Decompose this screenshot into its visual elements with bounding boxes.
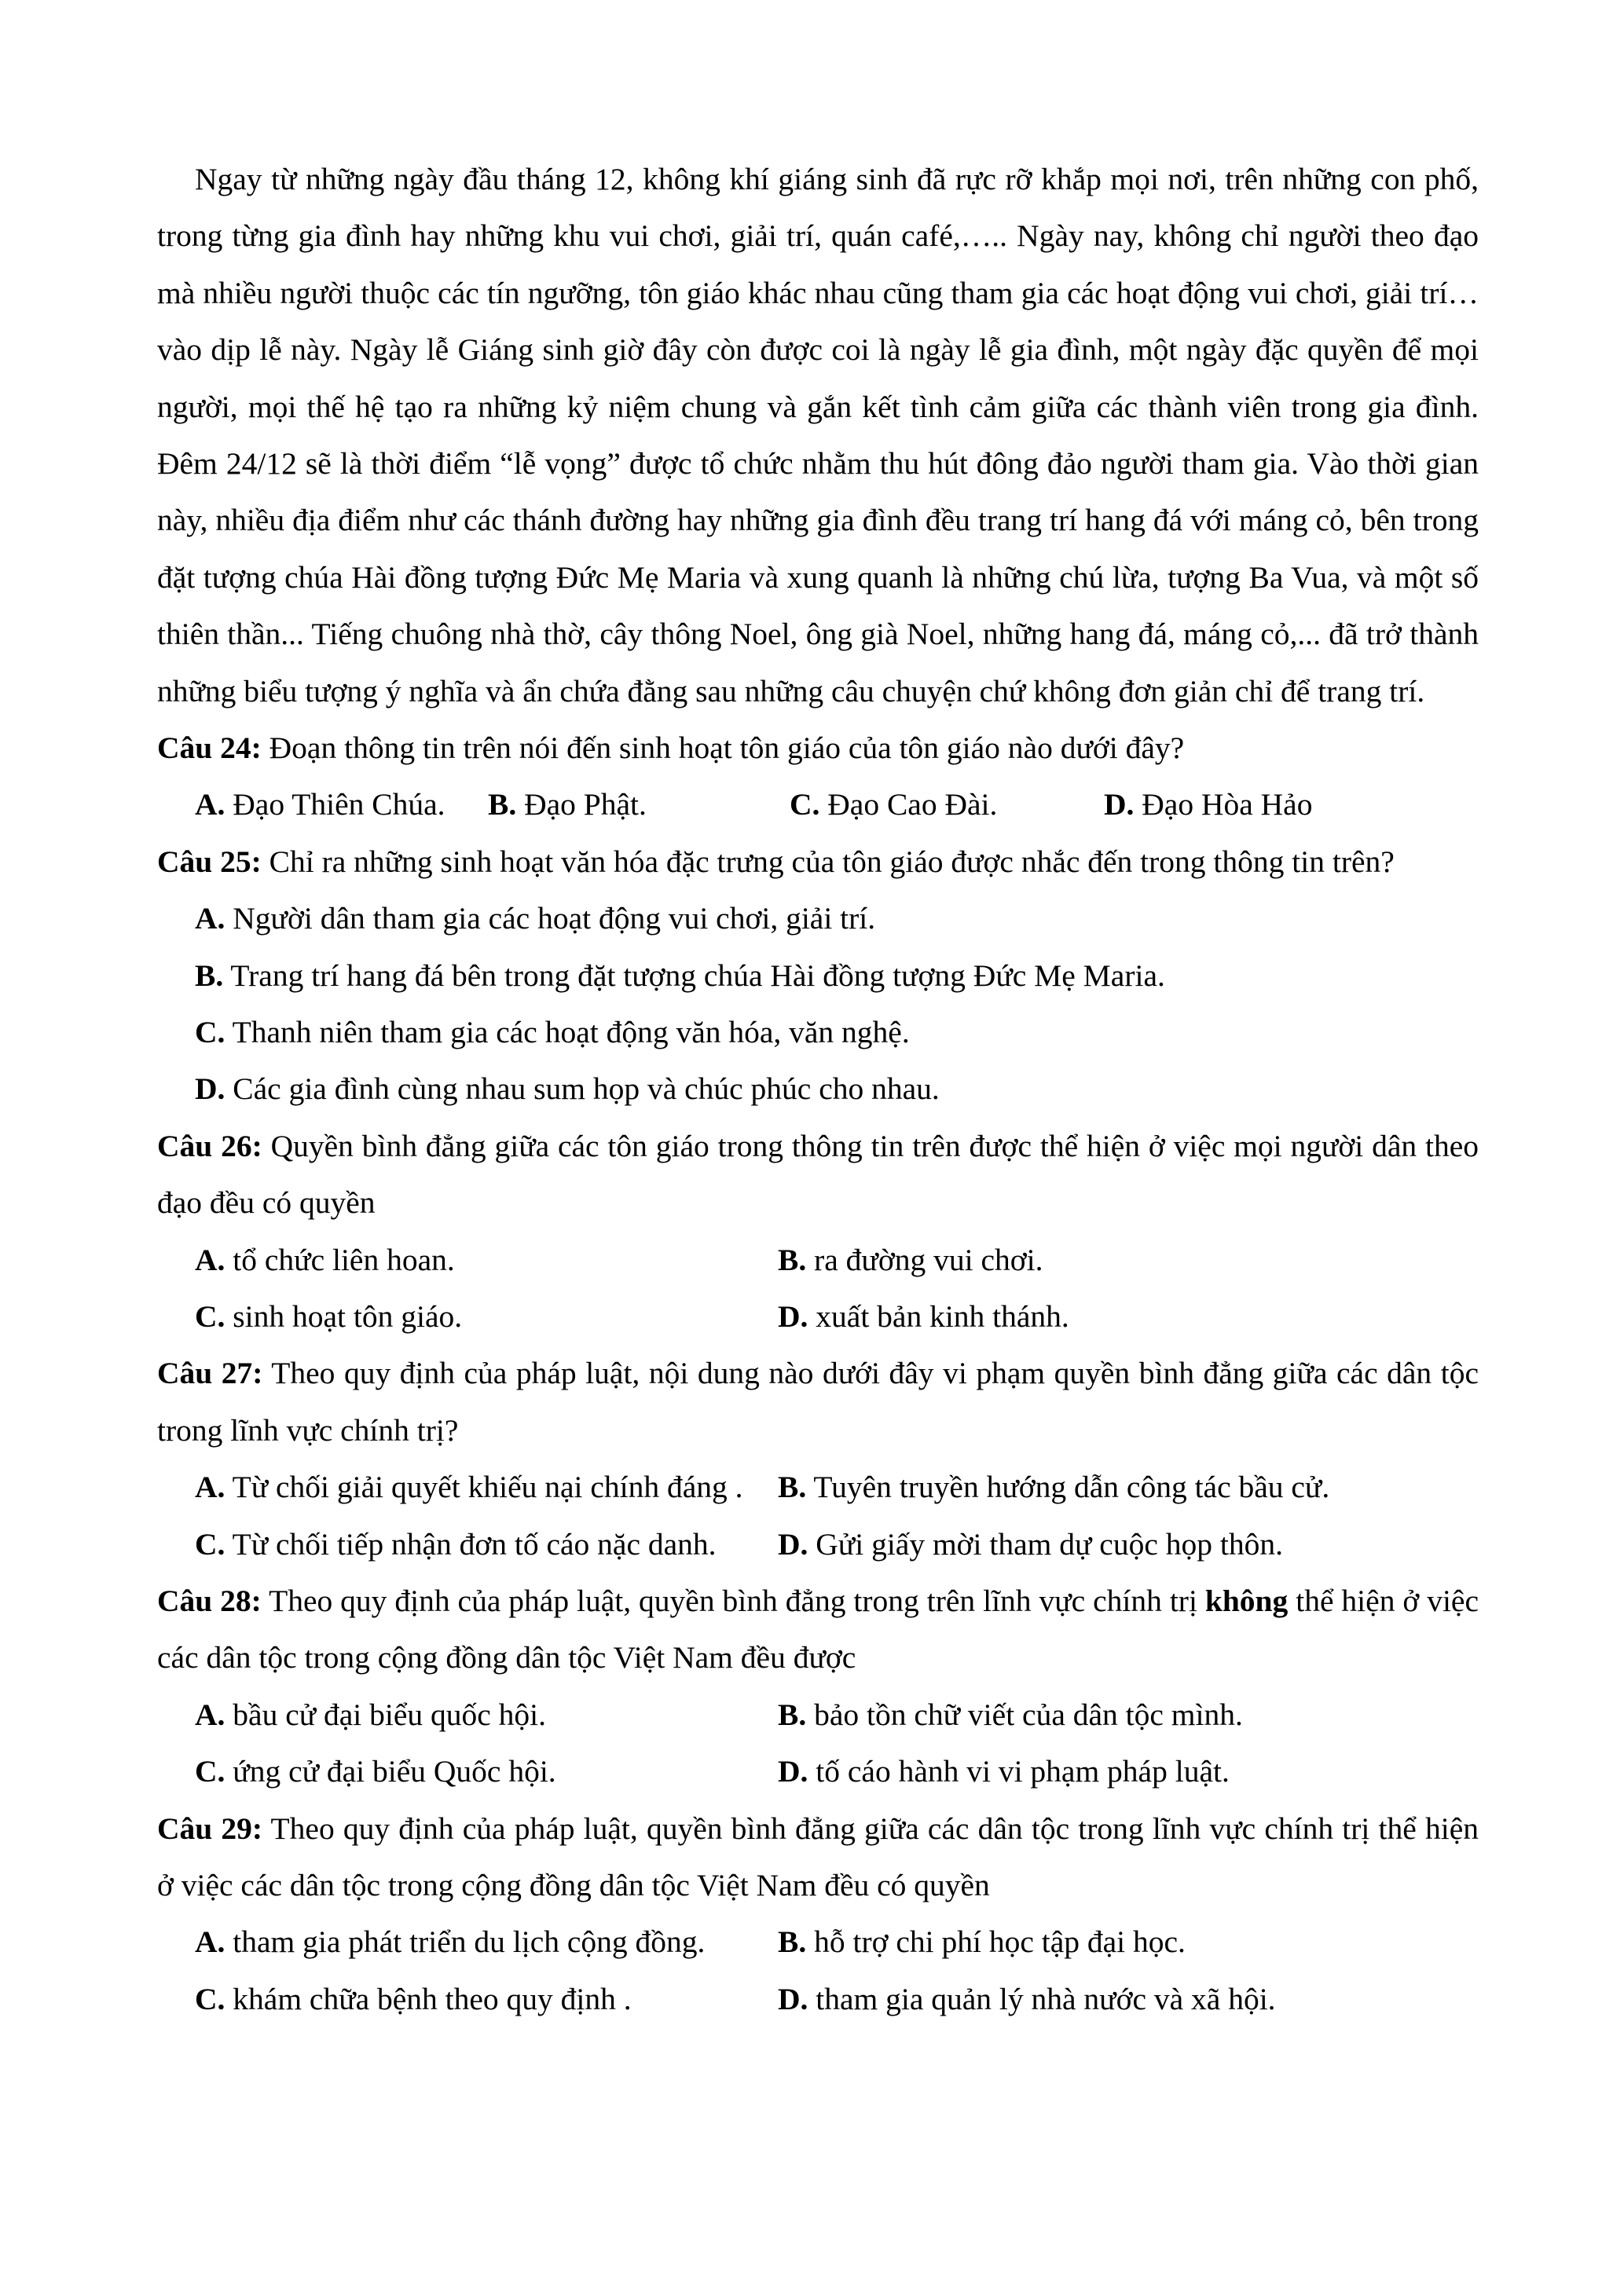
- option-b[interactable]: B. Tuyên truyền hướng dẫn công tác bầu cử.: [778, 1470, 1330, 1505]
- option-d[interactable]: D. xuất bản kinh thánh.: [778, 1299, 1069, 1335]
- question-26: [157, 1118, 1479, 1346]
- question-label: Câu 24:: [157, 731, 262, 766]
- question-stem: [157, 1800, 1479, 1914]
- options-row: [157, 776, 1479, 833]
- option-a[interactable]: A. Đạo Thiên Chúa.: [195, 787, 445, 822]
- question-24: [157, 720, 1479, 833]
- question-29: [157, 1800, 1479, 2028]
- options-row: [157, 1232, 1479, 1288]
- options-row: [157, 1459, 1479, 1515]
- option-c[interactable]: C. ứng cử đại biểu Quốc hội.: [195, 1754, 556, 1789]
- question-27: [157, 1345, 1479, 1573]
- question-stem: [157, 1573, 1479, 1686]
- option-a[interactable]: A. Người dân tham gia các hoạt động vui chơi, giải trí.: [195, 901, 876, 936]
- question-label: Câu 29:: [157, 1811, 263, 1846]
- option-c[interactable]: C. khám chữa bệnh theo quy định .: [195, 1981, 632, 2016]
- question-text-before: Theo quy định của pháp luật, quyền bình đẳng trong trên lĩnh vực chính trị: [269, 1584, 1197, 1619]
- option-d[interactable]: D. Gửi giấy mời tham dự cuộc họp thôn.: [778, 1526, 1283, 1562]
- options-row: [157, 1913, 1479, 1970]
- question-25: [157, 833, 1479, 1118]
- option-b[interactable]: B. ra đường vui chơi.: [778, 1242, 1043, 1277]
- exam-page: [157, 151, 1479, 2027]
- option-d[interactable]: D. tham gia quản lý nhà nước và xã hội.: [778, 1981, 1276, 2016]
- reading-passage: Ngay từ những ngày đầu tháng 12, không khí giáng sinh đã rực rỡ khắp mọi nơi, trên những con phố, trong từng gia đình hay những khu vui chơi, giải trí, quán café,….. Ngày nay, không chỉ người theo đạo mà nhiều người thuộc các tín ngưỡng, tôn giáo khác nhau cũng tham gia các hoạt động vui chơi, giải trí… vào dịp lễ này. Ngày lễ Giáng sinh giờ đây còn được coi là ngày lễ gia đình, một ngày đặc quyền để mọi người, mọi thế hệ tạo ra những kỷ niệm chung và gắn kết tình cảm giữa các thành viên trong gia đình. Đêm 24/12 sẽ là thời điểm “lễ vọng” được tổ chức nhằm thu hút đông đảo người tham gia. Vào thời gian này, nhiều địa điểm như các thánh đường hay những gia đình đều trang trí hang đá với máng cỏ, bên trong đặt tượng chúa Hài đồng tượng Đức Mẹ Maria và xung quanh là những chú lừa, tượng Ba Vua, và một số thiên thần... Tiếng chuông nhà thờ, cây thông Noel, ông già Noel, những hang đá, máng cỏ,... đã trở thành những biểu tượng ý nghĩa và ẩn chứa đằng sau những câu chuyện chứ không đơn giản chỉ để trang trí.: [157, 162, 1479, 709]
- question-stem: [157, 1345, 1479, 1459]
- question-label: Câu 25:: [157, 844, 262, 879]
- question-label: Câu 26:: [157, 1128, 262, 1163]
- option-b[interactable]: B. Đạo Phật.: [488, 787, 647, 822]
- options-row: [157, 890, 1479, 947]
- option-b[interactable]: B. Trang trí hang đá bên trong đặt tượng chúa Hài đồng tượng Đức Mẹ Maria.: [195, 958, 1165, 993]
- question-stem: [157, 1118, 1479, 1232]
- option-a[interactable]: A. tổ chức liên hoan.: [195, 1242, 455, 1277]
- option-a[interactable]: A. bầu cử đại biểu quốc hội.: [195, 1697, 547, 1732]
- options-row: [157, 1686, 1479, 1743]
- question-emphasis: không: [1204, 1584, 1289, 1619]
- option-c[interactable]: C. sinh hoạt tôn giáo.: [195, 1299, 463, 1335]
- question-label: Câu 27:: [157, 1356, 263, 1391]
- option-b[interactable]: B. hỗ trợ chi phí học tập đại học.: [778, 1924, 1186, 1960]
- option-a[interactable]: A. Từ chối giải quyết khiếu nại chính đáng .: [195, 1470, 743, 1505]
- question-28: [157, 1573, 1479, 1800]
- option-a[interactable]: A. tham gia phát triển du lịch cộng đồng.: [195, 1924, 706, 1960]
- option-c[interactable]: C. Thanh niên tham gia các hoạt động văn hóa, văn nghệ.: [195, 1015, 910, 1050]
- question-text-after: thể hiện ở việc các dân tộc trong cộng đồng dân tộc Việt Nam đều được: [157, 1584, 1479, 1675]
- question-stem: [157, 720, 1479, 776]
- options-row: [157, 1004, 1479, 1060]
- options-row: [157, 1060, 1479, 1117]
- option-d[interactable]: D. tố cáo hành vi vi phạm pháp luật.: [778, 1754, 1230, 1789]
- option-d[interactable]: D. Đạo Hòa Hảo: [1104, 787, 1313, 822]
- question-text: Quyền bình đẳng giữa các tôn giáo trong thông tin trên được thể hiện ở việc mọi người dân theo đạo đều có quyền: [157, 1128, 1479, 1221]
- options-row: [157, 1288, 1479, 1345]
- options-row: [157, 1743, 1479, 1800]
- option-b[interactable]: B. bảo tồn chữ viết của dân tộc mình.: [778, 1697, 1243, 1732]
- options-row: [157, 1516, 1479, 1573]
- question-stem: [157, 833, 1479, 890]
- option-d[interactable]: D. Các gia đình cùng nhau sum họp và chúc phúc cho nhau.: [195, 1071, 940, 1107]
- question-text: Theo quy định của pháp luật, nội dung nào dưới đây vi phạm quyền bình đẳng giữa các dân tộc trong lĩnh vực chính trị?: [157, 1356, 1479, 1448]
- question-text: Chỉ ra những sinh hoạt văn hóa đặc trưng của tôn giáo được nhắc đến trong thông tin trên?: [269, 844, 1395, 879]
- question-text: Theo quy định của pháp luật, quyền bình đẳng giữa các dân tộc trong lĩnh vực chính trị thể hiện ở việc các dân tộc trong cộng đồng dân tộc Việt Nam đều có quyền: [157, 1811, 1479, 1903]
- options-row: [157, 947, 1479, 1004]
- question-label: Câu 28:: [157, 1584, 262, 1619]
- option-c[interactable]: C. Đạo Cao Đài.: [790, 787, 998, 822]
- question-text: Đoạn thông tin trên nói đến sinh hoạt tôn giáo của tôn giáo nào dưới đây?: [269, 731, 1185, 766]
- options-row: [157, 1971, 1479, 2027]
- option-c[interactable]: C. Từ chối tiếp nhận đơn tố cáo nặc danh.: [195, 1526, 717, 1562]
